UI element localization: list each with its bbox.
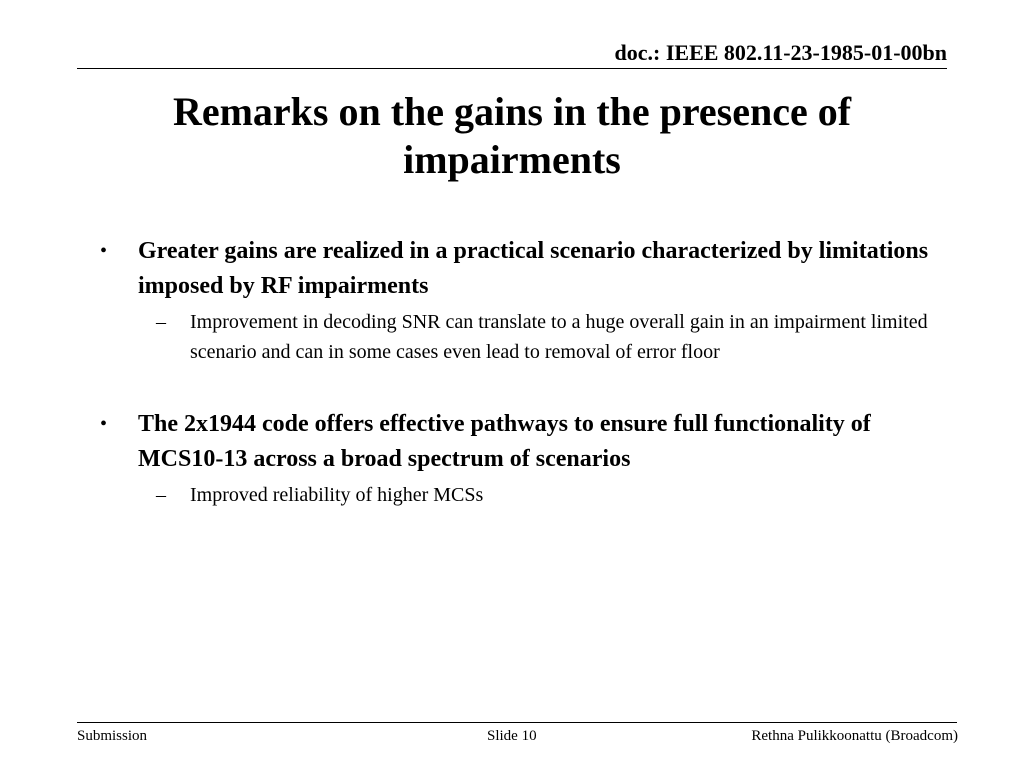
sub-bullet-marker: – — [156, 484, 166, 506]
sub-bullet-marker: – — [156, 311, 166, 333]
footer-divider — [77, 722, 957, 723]
bullet-marker: • — [100, 413, 108, 435]
bullet-item — [98, 234, 948, 304]
footer-slide-number: Slide 10 — [487, 728, 537, 744]
slide-title: Remarks on the gains in the presence of impairments — [172, 89, 852, 182]
slide-content — [98, 234, 948, 510]
bullet-marker: • — [100, 240, 108, 262]
footer-submission: Submission — [77, 728, 148, 744]
bullet-text: The 2x1944 code offers effective pathways to ensure full functionality of MCS10-13 across a broad spectrum of scenarios — [138, 411, 871, 472]
sub-bullet-item — [98, 307, 948, 367]
bullet-text: Greater gains are realized in a practical scenario characterized by limitations imposed by RF impairments — [138, 238, 929, 299]
sub-bullet-text: Improved reliability of higher MCSs — [190, 484, 484, 506]
footer-author: Rethna Pulikkoonattu (Broadcom) — [751, 728, 958, 744]
bullet-item — [98, 407, 948, 477]
sub-bullet-text: Improvement in decoding SNR can translate to a huge overall gain in an impairment limited scenario and can in some cases even lead to removal of error floor — [190, 311, 928, 363]
header-divider — [77, 68, 947, 69]
sub-bullet-item — [98, 480, 948, 510]
doc-header: doc.: IEEE 802.11-23-1985-01-00bn — [614, 40, 947, 65]
